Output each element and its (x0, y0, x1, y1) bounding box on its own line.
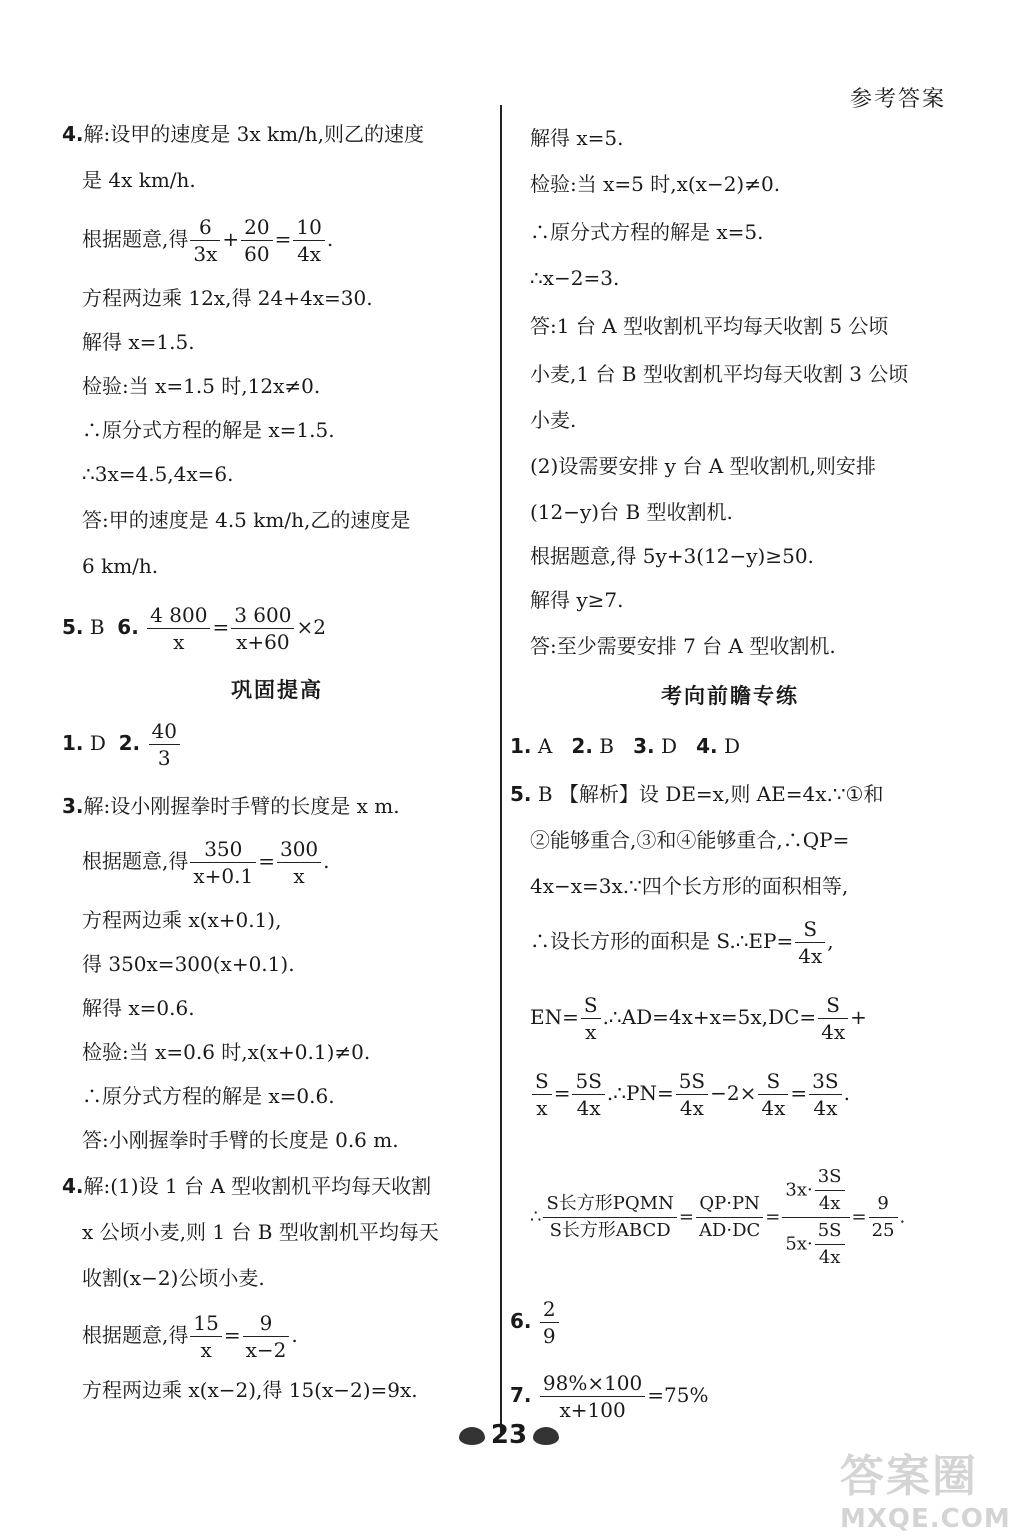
q3-line5: 解得 x=0.6. (82, 996, 195, 1020)
r-line7: 小麦. (530, 408, 577, 432)
q3-line7: ∴原分式方程的解是 x=0.6. (82, 1084, 335, 1108)
r-line3: ∴原分式方程的解是 x=5. (530, 220, 764, 244)
q4b-line3: 收割(x−2)公顷小麦. (82, 1266, 265, 1290)
r-line8: (2)设需要安排 y 台 A 型收割机,则安排 (530, 454, 876, 478)
q4-line4: 方程两边乘 12x,得 24+4x=30. (82, 286, 373, 310)
page-number: 23 (0, 1420, 1018, 1450)
q4-equation: 根据题意,得 $\frac{6}{3x}$ + $\frac{20}{60}$ = $\frac{10}{4x}$ . (82, 215, 334, 266)
r-line5: 答:1 台 A 型收割机平均每天收割 5 公顷 (530, 314, 889, 338)
q3-line8: 答:小刚握拳时手臂的长度是 0.6 m. (82, 1128, 399, 1152)
q4-line1: 4.解:设甲的速度是 3x km/h,则乙的速度 (62, 122, 425, 146)
page-header: 参考答案 (849, 87, 946, 112)
q5-line6: $\frac{S}{x}$ = $\frac{5S}{4x}$ .∴PN= $\frac{5S}{4x}$ −2× $\frac{S}{4x}$ = $\frac{3S}{4x}$ . (510, 1068, 850, 1121)
q4-line7: ∴原分式方程的解是 x=1.5. (82, 418, 335, 442)
watermark: 答案圈 MXQE.COM (840, 1451, 1011, 1534)
q5-line3: 4x−x=3x.∵四个长方形的面积相等, (530, 874, 849, 898)
q5-line1: 5. B 【解析】设 DE=x,则 AE=4x.∵①和 (510, 782, 884, 806)
r-line9: (12−y)台 B 型收割机. (530, 500, 733, 524)
q4-line9: 答:甲的速度是 4.5 km/h,乙的速度是 (82, 508, 411, 532)
q4b-line1: 4.解:(1)设 1 台 A 型收割机平均每天收割 (62, 1174, 432, 1198)
q6-answer: 6. $\frac{2}{9}$ (510, 1296, 561, 1349)
r-line6: 小麦,1 台 B 型收割机平均每天收割 3 公顷 (530, 362, 909, 386)
q7-answer: 7. $\frac{98\%\times 100}{x+100}$ =75% (510, 1371, 709, 1422)
r-line4: ∴x−2=3. (530, 266, 620, 290)
q4b-line2: x 公顷小麦,则 1 台 B 型收割机平均每天 (82, 1220, 439, 1244)
q5-line4: ∴设长方形的面积是 S.∴EP= $\frac{S}{4x}$ , (530, 917, 834, 968)
column-divider (500, 105, 502, 1435)
section-title-consolidate: 巩固提高 (231, 678, 323, 702)
leaf-left-icon (459, 1427, 485, 1445)
q4b-equation: 根据题意,得 $\frac{15}{x}$ = $\frac{9}{x-2}$ . (82, 1311, 298, 1362)
q3-line4: 得 350x=300(x+0.1). (82, 952, 295, 976)
r-line12: 答:至少需要安排 7 台 A 型收割机. (530, 634, 836, 658)
r-line10: 根据题意,得 5y+3(12−y)≥50. (530, 544, 814, 568)
q4-line8: ∴3x=4.5,4x=6. (82, 462, 234, 486)
q4-line5: 解得 x=1.5. (82, 330, 195, 354)
q1-q2-answers: 1. D 2. $\frac{40}{3}$ (62, 718, 182, 771)
q5-line7: ∴ $\frac{\text{S长方形PQMN}}{\text{S长方形ABCD}}$ = $\frac{QP\cdot PN}{AD\cdot DC}$ = 3x· $\frac{3S}{4x}$ 5x· $\frac{5S}{4x}$ = $\frac{9}{25}$ . (530, 1166, 906, 1268)
leaf-right-icon (533, 1427, 559, 1445)
q3-equation: 根据题意,得 $\frac{350}{x+0.1}$ = $\frac{300}{x}$ . (82, 837, 330, 888)
q5-q6-answers: 5. B 6. $\frac{4 800}{x}$ = $\frac{3 600}{x+60}$ ×2 (62, 603, 326, 654)
r-line11: 解得 y≥7. (530, 588, 624, 612)
q1-4-answers: 1. A 2. B 3. D 4. D (510, 734, 740, 758)
q4b-line5: 方程两边乘 x(x−2),得 15(x−2)=9x. (82, 1378, 418, 1402)
section-title-outlook: 考向前瞻专练 (661, 684, 799, 708)
q5-line5: EN= $\frac{S}{x}$ .∴AD=4x+x=5x,DC= $\frac{S}{4x}$ + (530, 993, 867, 1044)
q4-line10: 6 km/h. (82, 554, 159, 578)
r-line2: 检验:当 x=5 时,x(x−2)≠0. (530, 172, 781, 196)
r-line1: 解得 x=5. (530, 126, 624, 150)
q5-line2: ②能够重合,③和④能够重合,∴QP= (530, 828, 850, 852)
q4-line2: 是 4x km/h. (82, 168, 196, 192)
q3-line3: 方程两边乘 x(x+0.1), (82, 908, 282, 932)
q3-line1: 3.解:设小刚握拳时手臂的长度是 x m. (62, 794, 400, 818)
q3-line6: 检验:当 x=0.6 时,x(x+0.1)≠0. (82, 1040, 371, 1064)
q4-line6: 检验:当 x=1.5 时,12x≠0. (82, 374, 321, 398)
